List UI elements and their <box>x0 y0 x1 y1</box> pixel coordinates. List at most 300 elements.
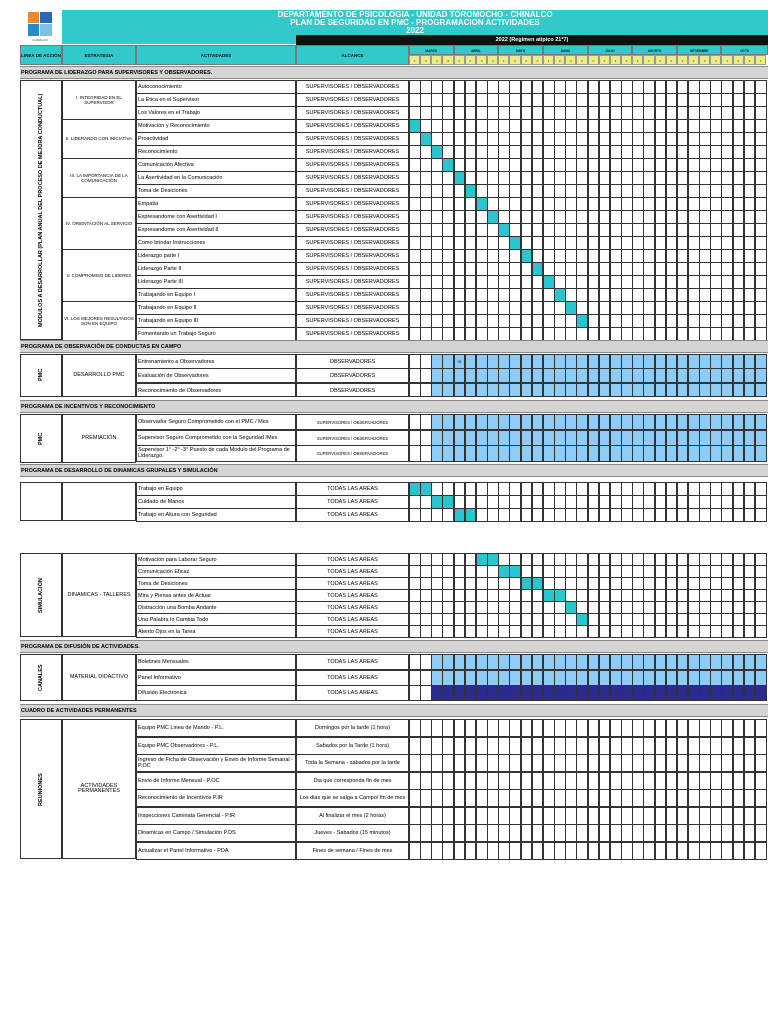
schedule-cell <box>710 368 722 383</box>
schedule-cell <box>632 685 644 701</box>
schedule-cell <box>643 368 655 383</box>
schedule-cell <box>699 654 711 670</box>
schedule-cell <box>599 824 611 842</box>
schedule-cell <box>565 197 577 211</box>
week-number: 2 <box>465 55 476 65</box>
schedule-cell <box>565 430 577 446</box>
schedule-cell <box>655 197 667 211</box>
week-number: 2 <box>733 55 744 65</box>
schedule-cell <box>532 262 544 276</box>
schedule-cell <box>655 772 667 790</box>
schedule-cell <box>476 824 488 842</box>
schedule-cell <box>521 106 533 120</box>
schedule-cell <box>521 314 533 328</box>
scope-cell: SUPERVISORES / OBSERVADORES <box>296 275 409 289</box>
schedule-cell <box>576 577 588 590</box>
schedule-cell <box>755 414 767 430</box>
schedule-cell <box>532 301 544 315</box>
schedule-cell <box>733 119 745 133</box>
schedule-cell <box>688 754 700 772</box>
schedule-cell <box>599 145 611 159</box>
schedule-cell <box>521 197 533 211</box>
schedule-cell <box>643 719 655 737</box>
schedule-cell <box>543 106 555 120</box>
schedule-cell <box>733 249 745 263</box>
schedule-cell <box>442 354 454 369</box>
schedule-cell <box>431 495 443 509</box>
schedule-cell <box>521 625 533 638</box>
schedule-cell <box>554 171 566 185</box>
schedule-cell <box>465 577 477 590</box>
schedule-cell <box>509 842 521 860</box>
pmc1-label: PMC <box>37 369 44 382</box>
schedule-cell <box>599 654 611 670</box>
schedule-cell <box>699 119 711 133</box>
schedule-cell <box>442 654 454 670</box>
schedule-cell <box>431 184 443 198</box>
schedule-cell <box>532 106 544 120</box>
schedule-cell <box>710 301 722 315</box>
schedule-cell <box>610 613 622 626</box>
schedule-cell <box>565 445 577 461</box>
schedule-cell <box>744 577 756 590</box>
schedule-cell <box>487 80 499 94</box>
schedule-cell <box>643 601 655 614</box>
schedule-cell <box>554 589 566 602</box>
schedule-cell <box>688 223 700 237</box>
schedule-cell <box>409 171 421 185</box>
schedule-cell <box>509 119 521 133</box>
schedule-cell <box>487 414 499 430</box>
schedule-cell <box>744 445 756 461</box>
schedule-cell <box>677 249 689 263</box>
schedule-cell <box>509 301 521 315</box>
schedule-cell <box>565 414 577 430</box>
schedule-cell <box>699 288 711 302</box>
schedule-cell <box>465 327 477 341</box>
schedule-cell <box>588 171 600 185</box>
schedule-cell <box>699 625 711 638</box>
schedule-cell <box>588 589 600 602</box>
schedule-cell <box>733 754 745 772</box>
schedule-cell <box>431 236 443 250</box>
schedule-cell <box>532 354 544 369</box>
schedule-cell <box>454 553 466 566</box>
schedule-cell <box>655 262 667 276</box>
schedule-cell <box>465 119 477 133</box>
schedule-cell <box>744 119 756 133</box>
schedule-cell <box>744 197 756 211</box>
schedule-cell <box>509 589 521 602</box>
schedule-cell <box>476 262 488 276</box>
schedule-cell <box>721 565 733 578</box>
schedule-cell <box>565 275 577 289</box>
schedule-cell <box>576 754 588 772</box>
schedule-cell <box>476 842 488 860</box>
schedule-cell <box>431 685 443 701</box>
schedule-cell <box>721 589 733 602</box>
schedule-cell <box>431 613 443 626</box>
schedule-cell <box>699 719 711 737</box>
week-number: 2 <box>420 55 431 65</box>
schedule-cell <box>677 119 689 133</box>
schedule-cell <box>409 93 421 107</box>
schedule-cell <box>565 565 577 578</box>
schedule-cell <box>576 184 588 198</box>
schedule-cell <box>588 262 600 276</box>
schedule-cell <box>632 625 644 638</box>
schedule-cell <box>409 262 421 276</box>
schedule-cell <box>420 93 432 107</box>
schedule-cell <box>655 93 667 107</box>
schedule-cell <box>688 495 700 509</box>
schedule-cell <box>588 314 600 328</box>
schedule-cell <box>733 577 745 590</box>
schedule-cell <box>588 414 600 430</box>
schedule-cell <box>610 158 622 172</box>
schedule-cell <box>465 158 477 172</box>
week-number: 1 <box>588 55 599 65</box>
schedule-cell <box>465 132 477 146</box>
schedule-cell <box>733 685 745 701</box>
schedule-cell <box>666 613 678 626</box>
schedule-cell <box>576 354 588 369</box>
schedule-cell <box>599 249 611 263</box>
activity-cell: Equipo PMC Linea de Mando - P.L. <box>136 719 296 737</box>
schedule-cell <box>521 430 533 446</box>
schedule-cell <box>677 197 689 211</box>
schedule-cell <box>409 80 421 94</box>
schedule-cell <box>465 275 477 289</box>
schedule-cell <box>521 145 533 159</box>
schedule-cell <box>565 106 577 120</box>
scope-cell: TODAS LAS AREAS <box>296 670 409 686</box>
schedule-cell <box>721 601 733 614</box>
schedule-cell <box>733 106 745 120</box>
schedule-cell <box>476 414 488 430</box>
schedule-cell <box>755 737 767 755</box>
schedule-cell <box>610 80 622 94</box>
schedule-cell <box>744 670 756 686</box>
schedule-cell <box>521 772 533 790</box>
schedule-cell <box>655 553 667 566</box>
schedule-cell <box>487 171 499 185</box>
activity-cell: Toma de Desiciones <box>136 577 296 590</box>
schedule-cell <box>521 354 533 369</box>
schedule-cell <box>677 145 689 159</box>
schedule-cell <box>409 314 421 328</box>
schedule-cell <box>721 577 733 590</box>
schedule-cell <box>576 93 588 107</box>
schedule-cell <box>465 685 477 701</box>
schedule-cell <box>621 184 633 198</box>
schedule-cell <box>632 171 644 185</box>
schedule-cell <box>632 106 644 120</box>
schedule-cell <box>465 508 477 522</box>
schedule-cell <box>643 842 655 860</box>
schedule-cell <box>621 430 633 446</box>
schedule-cell <box>655 368 667 383</box>
schedule-cell <box>509 445 521 461</box>
activity-cell: Autoconocimiento <box>136 80 296 94</box>
schedule-cell <box>755 184 767 198</box>
schedule-cell <box>565 354 577 369</box>
schedule-cell <box>621 80 633 94</box>
schedule-cell <box>666 577 678 590</box>
schedule-cell <box>431 132 443 146</box>
schedule-cell <box>632 301 644 315</box>
schedule-cell <box>699 262 711 276</box>
schedule-cell <box>420 577 432 590</box>
scope-cell: TODAS LAS AREAS <box>296 577 409 590</box>
schedule-cell <box>599 565 611 578</box>
scope-cell: Al finalizar el mes (2 horas) <box>296 807 409 825</box>
schedule-cell <box>498 197 510 211</box>
activity-cell: Entrenamiento a Observadores <box>136 354 296 369</box>
activity-cell: Trabajando en Equipo II <box>136 301 296 315</box>
schedule-cell <box>733 772 745 790</box>
schedule-cell <box>733 789 745 807</box>
schedule-cell <box>521 613 533 626</box>
schedule-cell <box>431 210 443 224</box>
schedule-cell <box>666 754 678 772</box>
schedule-cell <box>588 197 600 211</box>
schedule-cell <box>565 210 577 224</box>
schedule-cell <box>588 654 600 670</box>
schedule-cell <box>543 262 555 276</box>
schedule-cell <box>643 495 655 509</box>
schedule-cell <box>655 789 667 807</box>
schedule-cell <box>442 613 454 626</box>
schedule-cell <box>442 158 454 172</box>
schedule-cell <box>599 93 611 107</box>
schedule-cell <box>610 654 622 670</box>
schedule-cell <box>521 553 533 566</box>
schedule-cell <box>710 719 722 737</box>
schedule-cell <box>655 249 667 263</box>
schedule-cell <box>476 553 488 566</box>
activity-cell: Reconocimiento de Incentivos P.IR <box>136 789 296 807</box>
schedule-cell <box>420 301 432 315</box>
schedule-cell <box>755 824 767 842</box>
schedule-cell <box>588 184 600 198</box>
schedule-cell <box>532 327 544 341</box>
schedule-cell <box>576 414 588 430</box>
activity-cell: Equipo PMC Observadores - P.L. <box>136 737 296 755</box>
schedule-cell <box>576 327 588 341</box>
schedule-cell <box>755 577 767 590</box>
schedule-cell <box>643 301 655 315</box>
schedule-cell <box>565 495 577 509</box>
schedule-cell <box>409 824 421 842</box>
schedule-cell <box>554 508 566 522</box>
schedule-cell <box>543 772 555 790</box>
schedule-cell <box>509 262 521 276</box>
schedule-cell <box>677 236 689 250</box>
schedule-cell <box>744 824 756 842</box>
schedule-cell <box>521 184 533 198</box>
schedule-cell <box>576 737 588 755</box>
schedule-cell <box>710 654 722 670</box>
schedule-cell <box>721 106 733 120</box>
schedule-cell <box>521 327 533 341</box>
schedule-cell <box>498 553 510 566</box>
schedule-cell <box>733 145 745 159</box>
schedule-cell <box>632 482 644 496</box>
schedule-cell <box>554 262 566 276</box>
schedule-cell <box>677 327 689 341</box>
schedule-cell <box>710 445 722 461</box>
schedule-cell <box>677 106 689 120</box>
schedule-cell <box>543 275 555 289</box>
schedule-cell <box>721 223 733 237</box>
schedule-cell <box>655 301 667 315</box>
schedule-cell <box>666 625 678 638</box>
schedule-cell <box>543 670 555 686</box>
schedule-cell <box>588 249 600 263</box>
schedule-cell <box>733 613 745 626</box>
schedule-cell <box>543 807 555 825</box>
schedule-cell <box>699 807 711 825</box>
strategy-material: MATERIAL DIDACTIVO <box>62 654 136 701</box>
schedule-cell <box>610 301 622 315</box>
schedule-cell <box>554 354 566 369</box>
schedule-cell <box>420 495 432 509</box>
schedule-cell <box>599 301 611 315</box>
schedule-cell <box>476 589 488 602</box>
schedule-cell <box>721 184 733 198</box>
column-alcance: ALCANCE <box>296 45 409 65</box>
activity-cell: Evaluación de Observadores <box>136 368 296 383</box>
schedule-cell <box>543 314 555 328</box>
schedule-cell <box>688 158 700 172</box>
schedule-cell <box>509 670 521 686</box>
schedule-cell <box>588 737 600 755</box>
schedule-cell <box>632 613 644 626</box>
activity-cell: Cuidado de Manos <box>136 495 296 509</box>
schedule-cell <box>431 327 443 341</box>
schedule-cell <box>599 508 611 522</box>
schedule-cell <box>554 327 566 341</box>
schedule-cell <box>610 553 622 566</box>
week-number: 1 <box>721 55 732 65</box>
schedule-cell <box>565 93 577 107</box>
schedule-cell <box>688 236 700 250</box>
schedule-cell <box>442 288 454 302</box>
schedule-cell <box>599 119 611 133</box>
schedule-cell <box>677 368 689 383</box>
schedule-cell <box>543 119 555 133</box>
schedule-cell <box>643 685 655 701</box>
schedule-cell <box>588 565 600 578</box>
week-number: 1 <box>498 55 509 65</box>
schedule-cell <box>487 288 499 302</box>
scope-cell: SUPERVISORES / OBSERVADORES <box>296 430 409 446</box>
schedule-cell <box>420 80 432 94</box>
schedule-cell <box>576 210 588 224</box>
schedule-cell <box>543 368 555 383</box>
schedule-cell <box>744 314 756 328</box>
schedule-cell <box>666 789 678 807</box>
schedule-cell <box>532 430 544 446</box>
schedule-cell <box>699 495 711 509</box>
schedule-cell <box>565 685 577 701</box>
schedule-cell <box>755 249 767 263</box>
week-number: 1 <box>409 55 420 65</box>
schedule-cell <box>621 445 633 461</box>
schedule-cell <box>431 119 443 133</box>
schedule-cell <box>744 482 756 496</box>
schedule-cell <box>666 171 678 185</box>
schedule-cell <box>699 553 711 566</box>
schedule-cell <box>632 210 644 224</box>
schedule-cell <box>431 275 443 289</box>
schedule-cell <box>431 430 443 446</box>
schedule-cell <box>621 93 633 107</box>
schedule-cell <box>755 654 767 670</box>
schedule-cell <box>532 807 544 825</box>
schedule-cell <box>521 589 533 602</box>
schedule-cell <box>643 737 655 755</box>
schedule-cell <box>543 414 555 430</box>
strategy-s4: IV. ORIENTACIÓN AL SERVICIO <box>62 197 136 250</box>
schedule-cell <box>576 589 588 602</box>
schedule-cell <box>588 789 600 807</box>
schedule-cell <box>632 577 644 590</box>
schedule-cell <box>543 288 555 302</box>
column-linea: LINEA DE ACCIÓN <box>20 45 62 65</box>
schedule-cell <box>442 789 454 807</box>
schedule-cell <box>409 577 421 590</box>
week-number: 2 <box>599 55 610 65</box>
schedule-cell <box>454 754 466 772</box>
activity-cell: Supervisor Seguro Comprometido con la Seguridad /Mes <box>136 430 296 446</box>
schedule-cell <box>576 482 588 496</box>
scope-cell: SUPERVISORES / OBSERVADORES <box>296 119 409 133</box>
schedule-cell <box>476 737 488 755</box>
schedule-cell <box>699 368 711 383</box>
schedule-cell <box>699 223 711 237</box>
schedule-cell <box>442 368 454 383</box>
schedule-cell <box>509 719 521 737</box>
schedule-cell <box>744 184 756 198</box>
schedule-cell <box>655 754 667 772</box>
schedule-cell <box>565 301 577 315</box>
schedule-cell <box>721 354 733 369</box>
schedule-cell <box>442 275 454 289</box>
schedule-cell <box>677 772 689 790</box>
schedule-cell <box>576 132 588 146</box>
schedule-cell <box>755 93 767 107</box>
schedule-cell <box>666 553 678 566</box>
schedule-cell <box>465 754 477 772</box>
schedule-cell <box>431 262 443 276</box>
schedule-cell <box>632 772 644 790</box>
schedule-cell <box>565 171 577 185</box>
schedule-cell <box>476 288 488 302</box>
schedule-cell <box>409 368 421 383</box>
schedule-cell <box>454 171 466 185</box>
schedule-cell <box>710 145 722 159</box>
schedule-cell <box>632 654 644 670</box>
schedule-cell <box>643 93 655 107</box>
schedule-cell <box>588 670 600 686</box>
scope-cell: SUPERVISORES / OBSERVADORES <box>296 236 409 250</box>
schedule-cell <box>610 236 622 250</box>
schedule-cell <box>498 275 510 289</box>
schedule-cell <box>554 445 566 461</box>
schedule-cell <box>632 414 644 430</box>
